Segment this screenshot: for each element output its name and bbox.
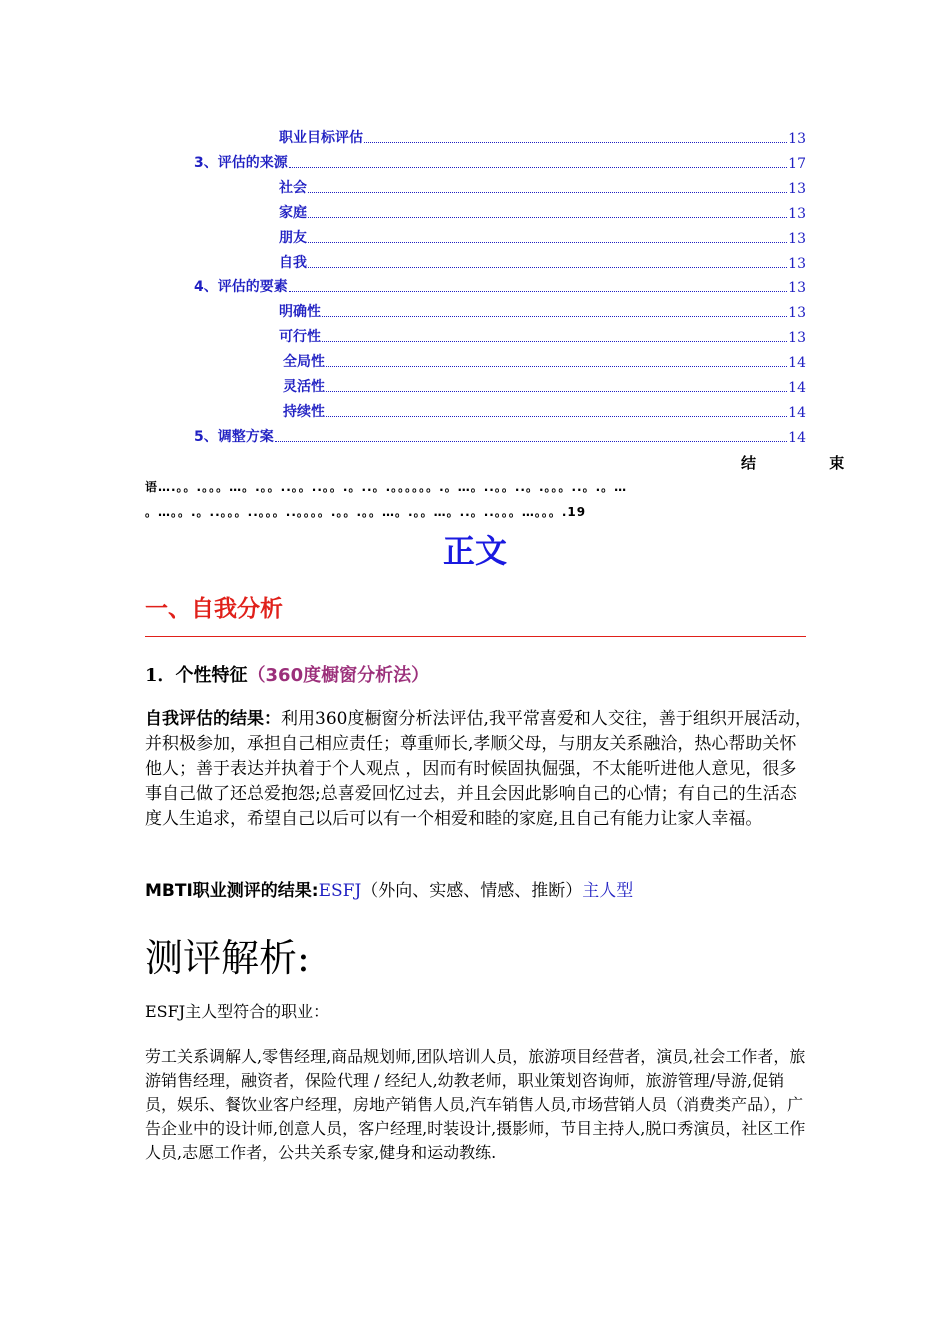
toc-entry-page: 13 [788, 255, 806, 272]
toc-leader-dots [326, 366, 787, 367]
toc-leader-dots [322, 341, 787, 342]
toc-entry[interactable] [283, 399, 806, 421]
toc-leader-dots [364, 142, 787, 143]
toc-entry[interactable] [279, 175, 806, 197]
toc-leader-dots [308, 217, 787, 218]
toc-entry-page: 17 [788, 155, 806, 172]
toc-entry-label: 3、评估的来源 [194, 154, 288, 171]
toc-entry-label: 全局性 [283, 354, 325, 371]
toc-entry[interactable] [279, 250, 806, 272]
toc-entry-page: 13 [788, 131, 806, 147]
toc-entry-label: 职业目标评估 [279, 130, 363, 146]
toc-end-dots-line-2: 。…。。.。..。。。..。。。..。。。。.。。.。。…。.。。…。..。..。。。…。。。.19 [145, 505, 587, 519]
toc-end-dots-line-1: 语….。。.。。。…。.。。..。。..。。.。..。.。。。。。。.。…。..。。..。.。。。..。.。… [145, 480, 628, 494]
sub-heading [145, 661, 429, 687]
self-eval-text: 利用360度橱窗分析法评估,我平常喜爱和人交往，善于组织开展活动，并积极参加，承担自己相应责任；尊重师长,孝顺父母，与朋友关系融洽，热心帮助关怀他人；善于表达并执着于个人观点 ，因而有时候固执倔强，不太能听进他人意见，很多事自己做了还总爱抱怨;总喜爱回忆过去，并且会因此影响自己的心情；有自己的生活态度人生追求，希望自己以后可以有一个相爱和睦的家庭,且自己有能力让家人幸福。 [145, 709, 812, 829]
main-title: 正文 [442, 532, 507, 570]
toc-entry[interactable] [279, 324, 806, 346]
toc-entry[interactable] [279, 200, 806, 222]
toc-entry-page: 14 [788, 355, 806, 372]
toc-leader-dots [289, 167, 787, 168]
toc-entry-label: 可行性 [279, 329, 321, 346]
toc-entry[interactable] [283, 374, 806, 396]
analysis-intro: ESFJ主人型符合的职业： [145, 1002, 330, 1021]
toc-leader-dots [308, 267, 787, 268]
toc-entry[interactable] [279, 299, 806, 321]
toc-entry-label: 自我 [279, 254, 307, 271]
toc-entry-page: 13 [788, 330, 806, 347]
mbti-type: ESFJ [318, 881, 362, 901]
toc-entry[interactable] [279, 225, 806, 247]
toc-entry-page: 13 [788, 305, 806, 322]
toc-entry-label: 灵活性 [283, 379, 325, 395]
toc-entry-page: 13 [788, 280, 806, 297]
toc-entry-page: 13 [788, 180, 806, 197]
toc-entry-page: 14 [788, 429, 806, 446]
toc-entry[interactable] [283, 349, 806, 371]
section-heading: 一、自我分析 [145, 596, 283, 622]
toc-entry-page: 13 [788, 205, 806, 222]
toc-leader-dots [289, 291, 787, 292]
toc-leader-dots [326, 391, 787, 392]
career-list: 劳工关系调解人,零售经理,商品规划师,团队培训人员，旅游项目经营者，演员,社会工作者，旅游销售经理，融资者，保险代理 / 经纪人,幼教老师，职业策划咨询师，旅游管理/导游,促销员，娱乐、餐饮业客户经理，房地产销售人员,汽车销售人员,市场营销人员（消费类产品），广告企业中的设计师,创意人员，客户经理,时装设计,摄影师，节目主持人,脱口秀演员，社区工作人员,志愿工作者，公共关系专家,健身和运动教练. [145, 1047, 806, 1162]
section-divider [145, 636, 806, 637]
toc-entry-label: 5、调整方案 [194, 428, 274, 445]
toc-entry-label: 社会 [279, 179, 307, 196]
toc-entry-label: 明确性 [279, 304, 321, 321]
toc-entry[interactable] [194, 424, 806, 446]
toc-entry[interactable] [194, 150, 806, 172]
toc-leader-dots [275, 441, 787, 442]
toc-entry-page: 14 [788, 404, 806, 421]
toc-end-word: 结 束 [741, 454, 879, 472]
toc-entry[interactable] [194, 274, 806, 296]
toc-leader-dots [326, 416, 787, 417]
toc-entry-page: 14 [788, 380, 806, 396]
toc-entry-label: 持续性 [283, 403, 325, 420]
toc-leader-dots [308, 242, 787, 243]
sub-heading-note: （360度橱窗分析法） [247, 665, 430, 686]
toc-entry-page: 13 [788, 230, 806, 247]
toc-entry[interactable] [279, 125, 806, 147]
mbti-paragraph [145, 879, 813, 904]
toc-entry-label: 朋友 [279, 229, 307, 246]
toc-leader-dots [322, 316, 787, 317]
mbti-name: 主人型 [582, 881, 634, 901]
mbti-label: MBTI职业测评的结果: [145, 881, 319, 901]
toc-entry-label: 4、评估的要素 [194, 279, 288, 296]
sub-heading-text: 1．个性特征 [145, 665, 248, 686]
toc-leader-dots [308, 192, 787, 193]
toc-entry-label: 家庭 [279, 204, 307, 221]
analysis-heading: 测评解析: [145, 936, 310, 980]
self-eval-paragraph [145, 707, 813, 832]
mbti-desc: （外向、实感、情感、推断） [361, 881, 583, 901]
self-eval-label: 自我评估的结果： [145, 709, 281, 729]
